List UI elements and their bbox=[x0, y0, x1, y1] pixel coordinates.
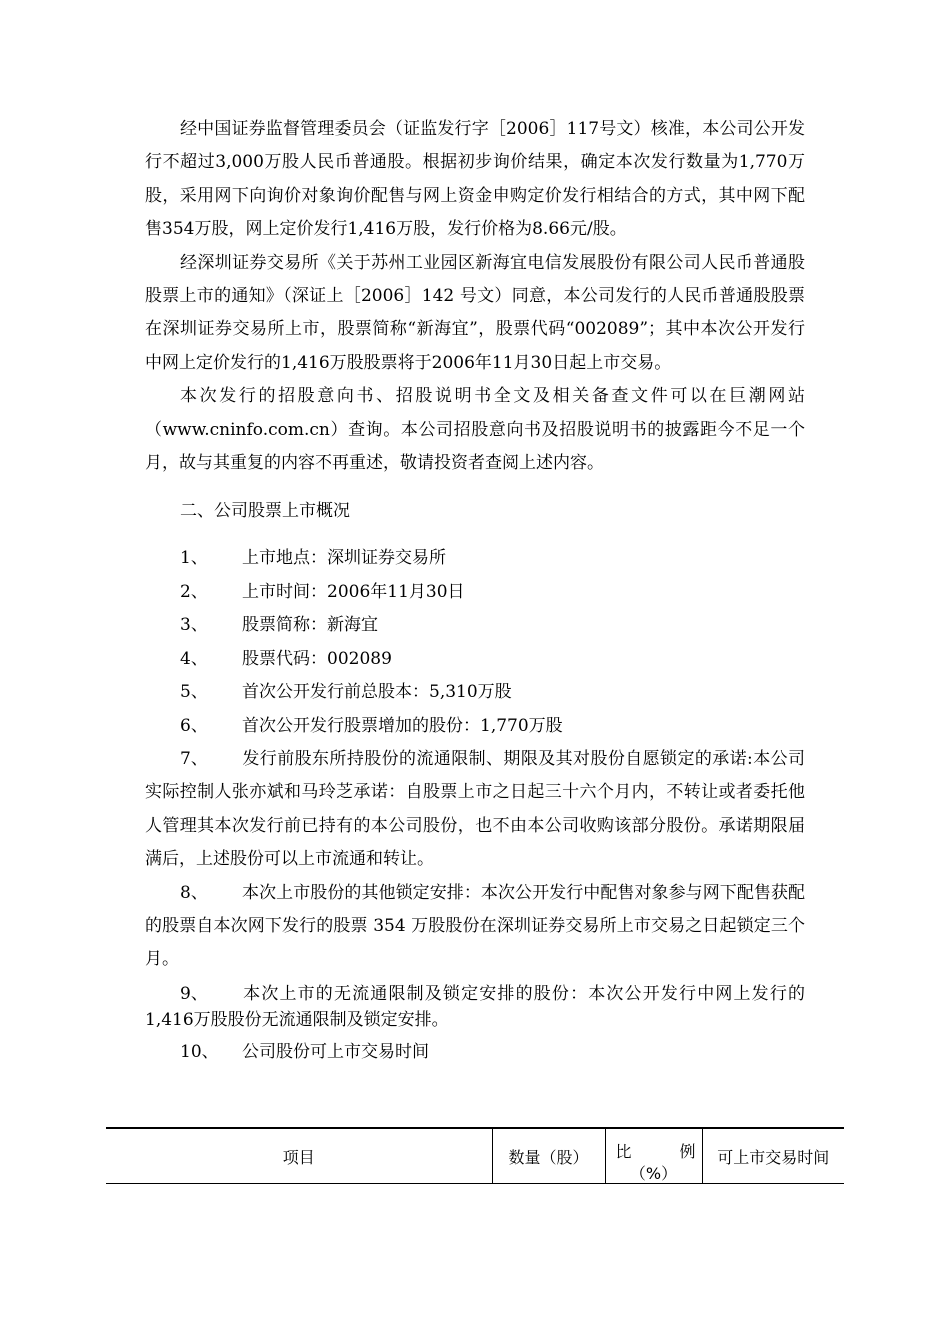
list-item bbox=[145, 676, 805, 709]
column-header-quantity: 数量（股） bbox=[492, 1128, 605, 1184]
ratio-label-part: 例 bbox=[679, 1142, 696, 1161]
list-item bbox=[145, 643, 805, 676]
list-item-text: 本次上市股份的其他锁定安排：本次公开发行中配售对象参与网下配售获配的股票自本次网下发行的股票 354 万股股份在深圳证券交易所上市交易之日起锁定三个月。 bbox=[145, 882, 805, 970]
paragraph-listing-notice: 经深圳证券交易所《关于苏州工业园区新海宜电信发展股份有限公司人民币普通股股票上市的通知》（深证上［2006］142 号文）同意，本公司发行的人民币普通股股票在深圳证券交易所上市，股票简称“新海宜”，股票代码“002089”；其中本次公开发行中网上定价发行的1,416万股股票将于2006年11月30日起上市交易。 bbox=[145, 252, 805, 373]
list-item bbox=[145, 1039, 805, 1065]
list-item-number: 2、 bbox=[180, 581, 208, 602]
paragraph-approval: 经中国证券监督管理委员会（证监发行字［2006］117号文）核准，本公司公开发行不超过3,000万股人民币普通股。根据初步询价结果，确定本次发行数量为1,770万股，采用网下向询价对象询价配售与网上资金申购定价发行相结合的方式，其中网下配售354万股，网上定价发行1,416万股，发行价格为8.66元/股。 bbox=[145, 119, 805, 240]
list-item-text: 发行前股东所持股份的流通限制、期限及其对股份自愿锁定的承诺:本公司实际控制人张亦斌和马玲芝承诺：自股票上市之日起三十六个月内，不转让或者委托他人管理其本次发行前已持有的本公司股份，也不由本公司收购该部分股份。承诺期限届满后，上述股份可以上市流通和转让。 bbox=[145, 748, 805, 870]
list-item-number: 6、 bbox=[180, 715, 208, 736]
document-body bbox=[145, 113, 805, 1065]
list-item-number: 4、 bbox=[180, 648, 208, 669]
tradable-shares-table bbox=[106, 1127, 844, 1184]
table-header-row bbox=[106, 1128, 844, 1184]
column-header-tradable-time: 可上市交易时间 bbox=[702, 1128, 844, 1184]
list-item-text: 上市地点：深圳证券交易所 bbox=[242, 548, 446, 569]
list-item-text: 首次公开发行前总股本：5,310万股 bbox=[242, 682, 512, 703]
list-item-text: 公司股份可上市交易时间 bbox=[242, 1041, 429, 1062]
list-item-number: 10、 bbox=[180, 1041, 219, 1062]
ratio-label-unit: （%） bbox=[629, 1164, 678, 1183]
list-item-text: 本次上市的无流通限制及锁定安排的股份：本次公开发行中网上发行的1,416万股股份无流通限制及锁定安排。 bbox=[145, 983, 805, 1030]
column-header-item: 项目 bbox=[106, 1128, 492, 1184]
paragraph-prospectus: 本次发行的招股意向书、招股说明书全文及相关备查文件可以在巨潮网站（www.cninfo.com.cn）查询。本公司招股意向书及招股说明书的披露距今不足一个月，故与其重复的内容不再重述，敬请投资者查阅上述内容。 bbox=[145, 386, 805, 474]
column-header-ratio bbox=[605, 1128, 702, 1184]
list-item bbox=[145, 710, 805, 743]
list-item-number: 7、 bbox=[180, 748, 208, 769]
list-item-number: 5、 bbox=[180, 682, 208, 703]
list-item-text: 上市时间：2006年11月30日 bbox=[242, 581, 465, 602]
list-item bbox=[145, 609, 805, 642]
list-item bbox=[145, 542, 805, 575]
list-item-number: 1、 bbox=[180, 548, 208, 569]
list-item bbox=[145, 576, 805, 609]
section-heading: 二、公司股票上市概况 bbox=[180, 501, 350, 522]
list-item-text: 首次公开发行股票增加的股份：1,770万股 bbox=[242, 715, 563, 736]
list-item bbox=[145, 877, 805, 977]
list-item-number: 8、 bbox=[180, 882, 208, 903]
list-item-text: 股票简称：新海宜 bbox=[242, 615, 378, 636]
list-item-text: 股票代码：002089 bbox=[242, 648, 392, 669]
list-item bbox=[145, 743, 805, 877]
list-item bbox=[145, 981, 805, 1033]
list-item-number: 3、 bbox=[180, 615, 208, 636]
list-item-number: 9、 bbox=[180, 983, 208, 1004]
ratio-label-part: 比 bbox=[615, 1142, 632, 1161]
